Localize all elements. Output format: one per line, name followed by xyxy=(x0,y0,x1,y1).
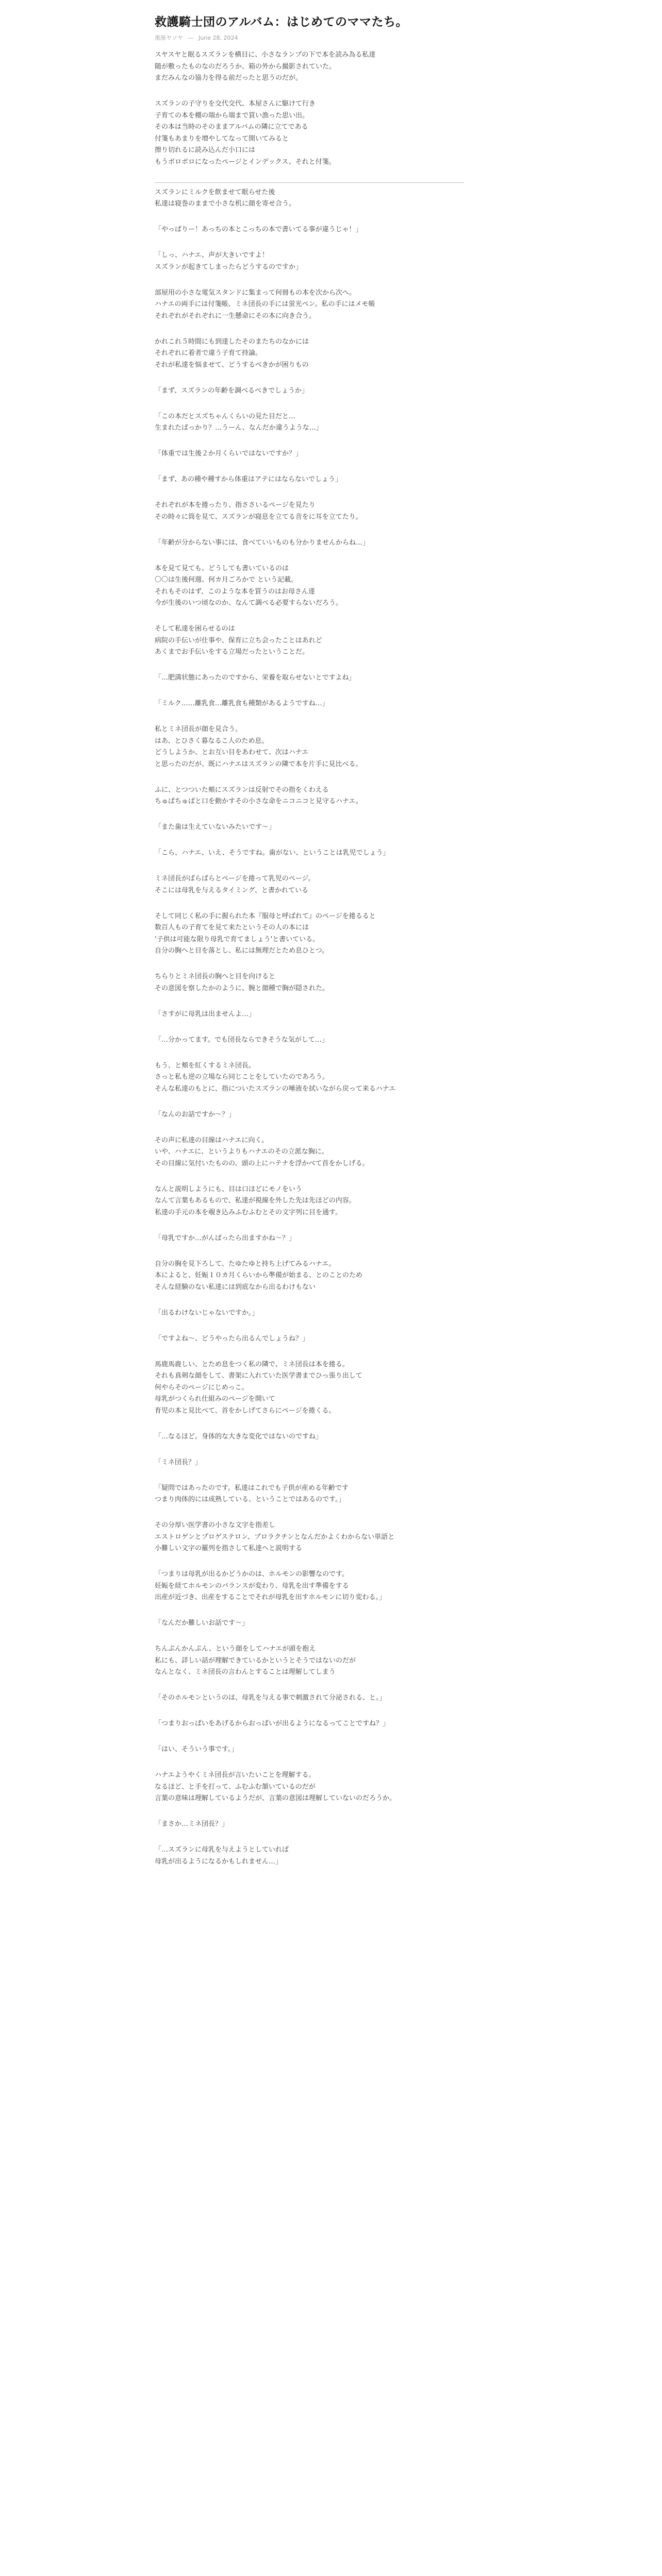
text-line: 「…スズランに母乳を与えようとしていれば xyxy=(155,1846,289,1854)
paragraph xyxy=(155,873,510,896)
text-line: 本によると、妊娠１０カ月くらいから準備が始まる、とのことのため xyxy=(155,1272,363,1279)
text-line: 「はい、そういう事です。」 xyxy=(155,1745,238,1753)
text-line: 子育ての本を棚の端から端まで買い漁った思い出。 xyxy=(155,111,309,120)
text-line: 「…なるほど。身体的な大きな変化ではないのですね」 xyxy=(155,1432,323,1440)
text-line: 私にも、詳しい話が理解できているかというとそうではないのだが xyxy=(155,1656,356,1665)
paragraph xyxy=(155,1184,510,1219)
paragraph xyxy=(155,971,510,994)
paragraph xyxy=(155,785,510,808)
text-line: 「この本だとスズちゃんくらいの見た目だと… xyxy=(155,412,296,420)
text-line: 〇〇は生後何週、何カ月ごろかで という記載。 xyxy=(155,576,298,584)
text-line: 「こら、ハナエ、いえ、そうですね。歯がない、ということは乳児でしょう」 xyxy=(155,849,390,857)
text-line: 育児の本と見比べて、首をかしげてさらにページを捲くる。 xyxy=(155,1406,336,1415)
text-line: 病院の手伝いが仕事や、保育に立ち会ったことはあれど xyxy=(155,636,322,645)
text-line: そこには母乳を与えるタイミング、と書かれている xyxy=(155,886,308,894)
text-line: スズランが起きてしまったらどうするのですか」 xyxy=(155,263,303,271)
text-line: そして私達を困らせるのは xyxy=(155,625,235,633)
text-line: その意図を察したかのように、腕と顔種で胸が隠された。 xyxy=(155,984,329,992)
paragraph xyxy=(155,1109,510,1121)
text-line: それぞれに着者で違う子育て持論。 xyxy=(155,349,262,357)
text-line: それも真剣な顔をして、書架に入れていた医学書までひっ張り出して xyxy=(155,1372,362,1380)
paragraph xyxy=(155,1333,510,1345)
text-line: ハナエようやくミネ団長が言いたいことを理解する。 xyxy=(155,1771,316,1779)
text-line: 出産が近づき、出産をすることでそれが母乳を出すホルモンに切り変わる。」 xyxy=(155,1594,386,1601)
paragraph xyxy=(155,623,510,658)
text-line: はあ、とひさく暮なるこ人のため息。 xyxy=(155,737,269,745)
paragraph xyxy=(155,1618,510,1630)
paragraph xyxy=(155,1009,510,1021)
paragraph xyxy=(155,672,510,684)
text-line: その時々に筒を見て、スズランが寝息を立てる音をに耳を立てたり。 xyxy=(155,513,362,521)
paragraph xyxy=(155,49,510,84)
paragraph xyxy=(155,500,510,523)
meta-separator: — xyxy=(188,35,194,41)
text-line: なんと説明しようにも、目は口ほどにモノをいう xyxy=(155,1185,302,1193)
paragraph xyxy=(155,1770,510,1805)
text-line: ちゅぱちゅぱと口を動かすその小さな命をニコニコと見守るハナエ。 xyxy=(155,798,362,805)
text-line: 「さすがに母乳は出ませんよ…」 xyxy=(155,1010,256,1018)
section-divider xyxy=(155,182,464,183)
text-line: 私達の手元の本を覗き込みふむふむとその文字列に目を通す。 xyxy=(155,1208,342,1216)
text-line: なんとなく、ミネ団長の言わんとすることは理解してしまう xyxy=(155,1668,336,1676)
text-line: つまり肉体的には成熟している、ということではあるのです。」 xyxy=(155,1496,345,1503)
text-line: 「なんのお話ですか～？」 xyxy=(155,1110,236,1118)
text-line: 「しっ、ハナエ、声が大きいですよ！ xyxy=(155,251,269,259)
text-line: 「…肥満状態にあったのですから、栄養を取らせないとですよね」 xyxy=(155,674,356,682)
text-line: 「なんだか難しいお話です～」 xyxy=(155,1619,249,1627)
text-line: 数百人もの子育てを見て来たというその人の本には xyxy=(155,924,309,931)
text-line: 何やらそのページにじめっこ。 xyxy=(155,1383,249,1392)
text-line: 「ミルク……離乳食…離乳食も種類があるようですね…」 xyxy=(155,700,329,707)
text-line: 「まさか…ミネ団長？」 xyxy=(155,1820,229,1828)
text-line: 生まれたばっかり？…うーん、なんだか違うような…」 xyxy=(155,424,323,432)
text-line: 自分の胸を見下ろして、たゆたゆと持ち上げてみるハナエ。 xyxy=(155,1260,336,1268)
text-line: 言葉の意味は理解しているようだが、言葉の意図は理解していないのだろうか。 xyxy=(155,1794,396,1802)
text-line: そんな経験のない私達には到底なから出るわけもない xyxy=(155,1283,316,1291)
text-line: その分厚い医学書の小さな文字を指差し xyxy=(155,1521,276,1529)
text-line: かれこれ５時間にも到達したそのまたちのなかには xyxy=(155,337,309,346)
paragraph xyxy=(155,911,510,957)
text-line: ちらりとミネ団長の胸へと目を向けると xyxy=(155,973,276,980)
paragraph xyxy=(155,848,510,859)
paragraph xyxy=(155,1569,510,1604)
text-line: 自分の胸へと目を落とし、私には無理だとため息ひとつ。 xyxy=(155,947,329,955)
paragraph xyxy=(155,98,510,168)
text-line: 部屋用の小さな電気スタンドに集まって何冊もの本を次から次へ。 xyxy=(155,289,356,297)
paragraph xyxy=(155,1692,510,1704)
text-line: どうしようか、とお互い目をあわせて、次はハナエ xyxy=(155,749,309,756)
text-line: 「やっぱりー！あっちの本とこっちの本で書いてる事が違うじゃ！」 xyxy=(155,226,362,233)
paragraph xyxy=(155,1643,510,1679)
text-line: 「また歯は生えていないみたいです～」 xyxy=(155,823,276,831)
text-line: 「ですよね～、どうやったら出るんでしょうね？」 xyxy=(155,1334,309,1343)
text-line: 「まず、スズランの年齢を調べるべきでしょうか」 xyxy=(155,386,308,395)
text-line: エストロゲンとプロゲステロン、プロラクチンとなんだかよくわからない単語と xyxy=(155,1533,395,1541)
paragraph xyxy=(155,1135,510,1170)
text-line: あくまでお手伝いをする立場だったということだ。 xyxy=(155,648,309,656)
text-line: ちんぷんかんぷん、という顔をしてハナエが頭を抱え xyxy=(155,1645,316,1653)
text-line: それもそのはず、このような本を買うのはお母さん達 xyxy=(155,587,315,596)
text-line: 「体重では生後２か月くらいではないですか？」 xyxy=(155,450,303,457)
text-line: 「…分かってます。でも団長ならできそうな気がして…」 xyxy=(155,1036,328,1044)
text-line: いや、ハナエに、というよりもハナエのその立派な胸に。 xyxy=(155,1148,328,1156)
text-line: まだみんなの協力を得る前だったと思うのだが。 xyxy=(155,74,303,82)
text-line: と思ったのだが、既にハナエはスズランの隣で本を片手に見比べる。 xyxy=(155,760,362,768)
text-line: 「母乳ですか…がんばったら出ますかね～？」 xyxy=(155,1234,296,1242)
paragraph xyxy=(155,1060,510,1095)
text-line: それが私達を悩ませて、どうするべきかが困りもの xyxy=(155,361,309,369)
text-line: それぞれがそれぞれに一生懸命にその本に向き合う。 xyxy=(155,312,316,320)
text-line: もう、と頬を紅くするミネ団長。 xyxy=(155,1061,256,1070)
text-line: それぞれが本を捲ったり、指ささいるページを見たり xyxy=(155,501,316,509)
paragraph xyxy=(155,1431,510,1443)
text-line: 「ミネ団長？」 xyxy=(155,1458,202,1466)
text-line: もうボロボロになったページとインデックス、それと付箋。 xyxy=(155,158,336,166)
text-line: 母乳が出るようになるかもしれません…」 xyxy=(155,1857,283,1866)
text-line: そんな私達のもとに、指についたスズランの唾液を拭いながら戻って来るハナエ xyxy=(155,1084,396,1093)
text-line: ハナエの両手には付箋帳、ミネ団長の手には蛍光ペン。私の手にはメモ帳 xyxy=(155,300,375,308)
paragraph xyxy=(155,287,510,323)
paragraph xyxy=(155,537,510,549)
article-body xyxy=(155,49,510,1868)
text-line: 「疑問ではあったのです。私達はこれでも子供が産める年齢です xyxy=(155,1484,349,1492)
paragraph xyxy=(155,1844,510,1868)
paragraph xyxy=(155,385,510,397)
text-line: 「まず、あの種や種すから体重はアテにはならないでしょう」 xyxy=(155,476,342,483)
text-line: スヤスヤと眠るスズランを横目に、小さなランプの下で本を読み為る私達 xyxy=(155,51,376,59)
text-line: 「そのホルモンというのは、母乳を与える事で刺激されて分泌される、と。」 xyxy=(155,1694,386,1702)
paragraph xyxy=(155,1718,510,1730)
paragraph xyxy=(155,336,510,371)
paragraph xyxy=(155,1308,510,1319)
paragraph xyxy=(155,474,510,486)
paragraph xyxy=(155,1819,510,1831)
text-line: 小難しい文字の羅列を指さして私達へと説明する xyxy=(155,1545,303,1552)
paragraph xyxy=(155,1457,510,1469)
text-line: なるほど、と手を打って、ふむふむ頷いているのだが xyxy=(155,1783,316,1791)
text-line: 母乳がつくられ仕組みのページを開いて xyxy=(155,1395,275,1403)
text-line: スズランにミルクを飲ませて眠らせた後 xyxy=(155,188,275,196)
text-line: 私達は寝巻のままで小さな机に顔を寄せ合う。 xyxy=(155,200,296,208)
text-line: その声に私達の目線はハナエに向く。 xyxy=(155,1136,269,1144)
paragraph xyxy=(155,1520,510,1555)
paragraph xyxy=(155,724,510,770)
paragraph xyxy=(155,822,510,834)
text-line: 今が生後のいつ頃なのか、なんて調べる必要すらないだろう。 xyxy=(155,599,343,607)
article-title: 救護騎士団のアルバム：はじめてのママたち。 xyxy=(155,15,408,29)
paragraph xyxy=(155,563,510,609)
text-line: 馬鹿馬鹿しい、とため息をつく私の隣で、ミネ団長は本を捲る。 xyxy=(155,1360,349,1368)
text-line: 「出るわけないじゃないですか。」 xyxy=(155,1309,259,1317)
text-line: 「つまりは母乳が出るかどうかのは、ホルモンの影響なのです。 xyxy=(155,1570,349,1578)
paragraph xyxy=(155,1035,510,1046)
paragraph xyxy=(155,1359,510,1417)
paragraph xyxy=(155,224,510,236)
paragraph xyxy=(155,1483,510,1506)
paragraph xyxy=(155,250,510,273)
text-line: 「つまりおっぱいをあげるからおっぱいが出るようになるってことですね？」 xyxy=(155,1720,390,1727)
text-line: そして同じく私の手に握られた本『服母と呼ばれて』のページを捲るると xyxy=(155,912,376,920)
paragraph xyxy=(155,1233,510,1245)
paragraph xyxy=(155,411,510,434)
article xyxy=(155,13,510,1882)
text-line: 私とミネ団長が顔を見合う。 xyxy=(155,725,242,733)
article-date: June 28, 2024 xyxy=(198,35,238,41)
text-line: その本は当時のそのままアルバムの隣に立てである xyxy=(155,123,308,131)
paragraph xyxy=(155,1259,510,1294)
text-line: 擦り切れるに読み込んだ小口には xyxy=(155,146,256,154)
text-line: ふに、とつついた頬にスズランは反射でその指をくわえる xyxy=(155,786,329,794)
paragraph xyxy=(155,698,510,710)
paragraph xyxy=(155,1744,510,1756)
text-line: 付箋もあまりを増やしてなって開いてみると xyxy=(155,134,289,143)
text-line: なんて言葉もあるもので、私達が視線を外した先は先ほどの内容。 xyxy=(155,1197,356,1205)
paragraph xyxy=(155,448,510,460)
article-meta xyxy=(155,34,510,42)
text-line: その目線に気付いたものの、頭の上にハテナを浮かべて首をかしげる。 xyxy=(155,1159,369,1167)
text-line: 随が敷ったものなのだろうか、箱の外から撮影されていた。 xyxy=(155,62,336,71)
text-line: 「年齢が分からない事には、食べていいものも分かりませんからね…」 xyxy=(155,538,370,547)
text-line: 本を見て見ても、どうしても書いているのは xyxy=(155,564,289,572)
text-line: ミネ団長がぱらぱらとページを捲って乳児のページ。 xyxy=(155,875,315,883)
text-line: スズランの子守りを交代交代、本屋さんに駆けて行き xyxy=(155,100,316,108)
text-line: 妊娠を経てホルモンのバランスが変わり、母乳を出す準備をする xyxy=(155,1582,349,1590)
text-line: さっと私も逆の立場なら同じことをしていたのであろう。 xyxy=(155,1073,329,1081)
article-author: 黒原ヤソヤ xyxy=(155,35,183,41)
paragraph xyxy=(155,187,510,210)
text-line: '子供は可能な限り母乳で育てましょう'と書いている。 xyxy=(155,935,320,943)
